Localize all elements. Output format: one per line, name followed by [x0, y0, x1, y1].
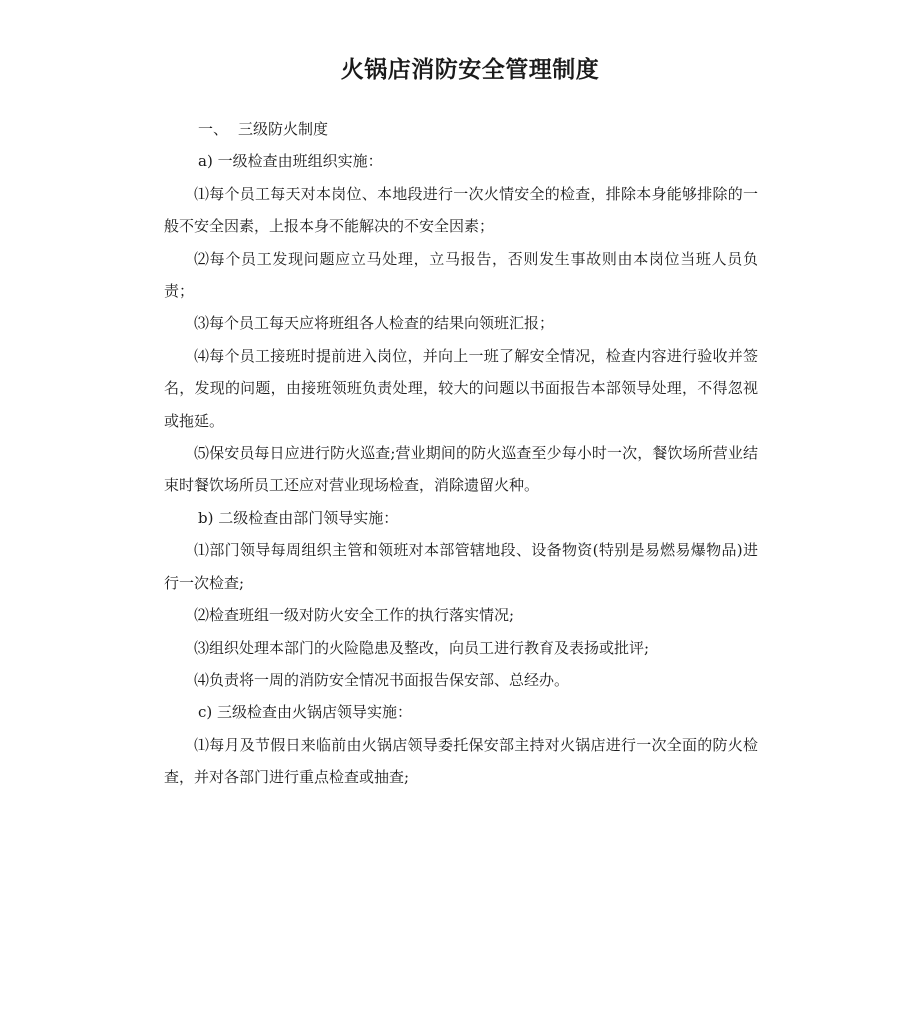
paragraph: ⑵检查班组一级对防火安全工作的执行落实情况;: [194, 606, 515, 625]
paragraph: ⑴每月及节假日来临前由火锅店领导委托保安部主持对火锅店进行一次全面的防火检查，并对各部门进行重点检查或抽查;: [164, 735, 758, 787]
paragraph: ⑵每个员工发现问题应立马处理，立马报告，否则发生事故则由本岗位当班人员负责；: [164, 249, 758, 301]
paragraph: ⑷每个员工接班时提前进入岗位，并向上一班了解安全情况，检查内容进行验收并签名，发现的问题，由接班领班负责处理，较大的问题以书面报告本部领导处理，不得忽视或拖延。: [164, 346, 758, 430]
paragraph: ⑴每个员工每天对本岗位、本地段进行一次火情安全的检查，排除本身能够排除的一般不安全因素，上报本身不能解决的不安全因素；: [164, 184, 758, 236]
paragraph: ⑸保安员每日应进行防火巡查;营业期间的防火巡查至少每小时一次，餐饮场所营业结束时餐饮场所员工还应对营业现场检查，消除遗留火种。: [164, 444, 758, 495]
paragraph: ⑴部门领导每周组织主管和领班对本部管辖地段、设备物资(特别是易燃易爆物品)进行一次检查;: [164, 541, 758, 592]
subsection-heading-c: c) 三级检查由火锅店领导实施：: [198, 703, 413, 722]
paragraph: ⑶每个员工每天应将班组各人检查的结果向领班汇报；: [194, 314, 555, 333]
paragraph: ⑶组织处理本部门的火险隐患及整改，向员工进行教育及表扬或批评;: [194, 638, 650, 657]
subsection-heading-a: a) 一级检查由班组织实施：: [198, 152, 383, 171]
section-heading: [164, 113, 758, 145]
section-title: 三级防火制度: [238, 120, 329, 138]
document-body: [164, 113, 758, 794]
section-number: 一、: [198, 120, 229, 138]
subsection-heading-b: b) 二级检查由部门领导实施：: [198, 508, 399, 527]
paragraph: ⑷负责将一周的消防安全情况书面报告保安部、总经办。: [194, 670, 570, 689]
page-title: 火锅店消防安全管理制度: [340, 57, 600, 83]
